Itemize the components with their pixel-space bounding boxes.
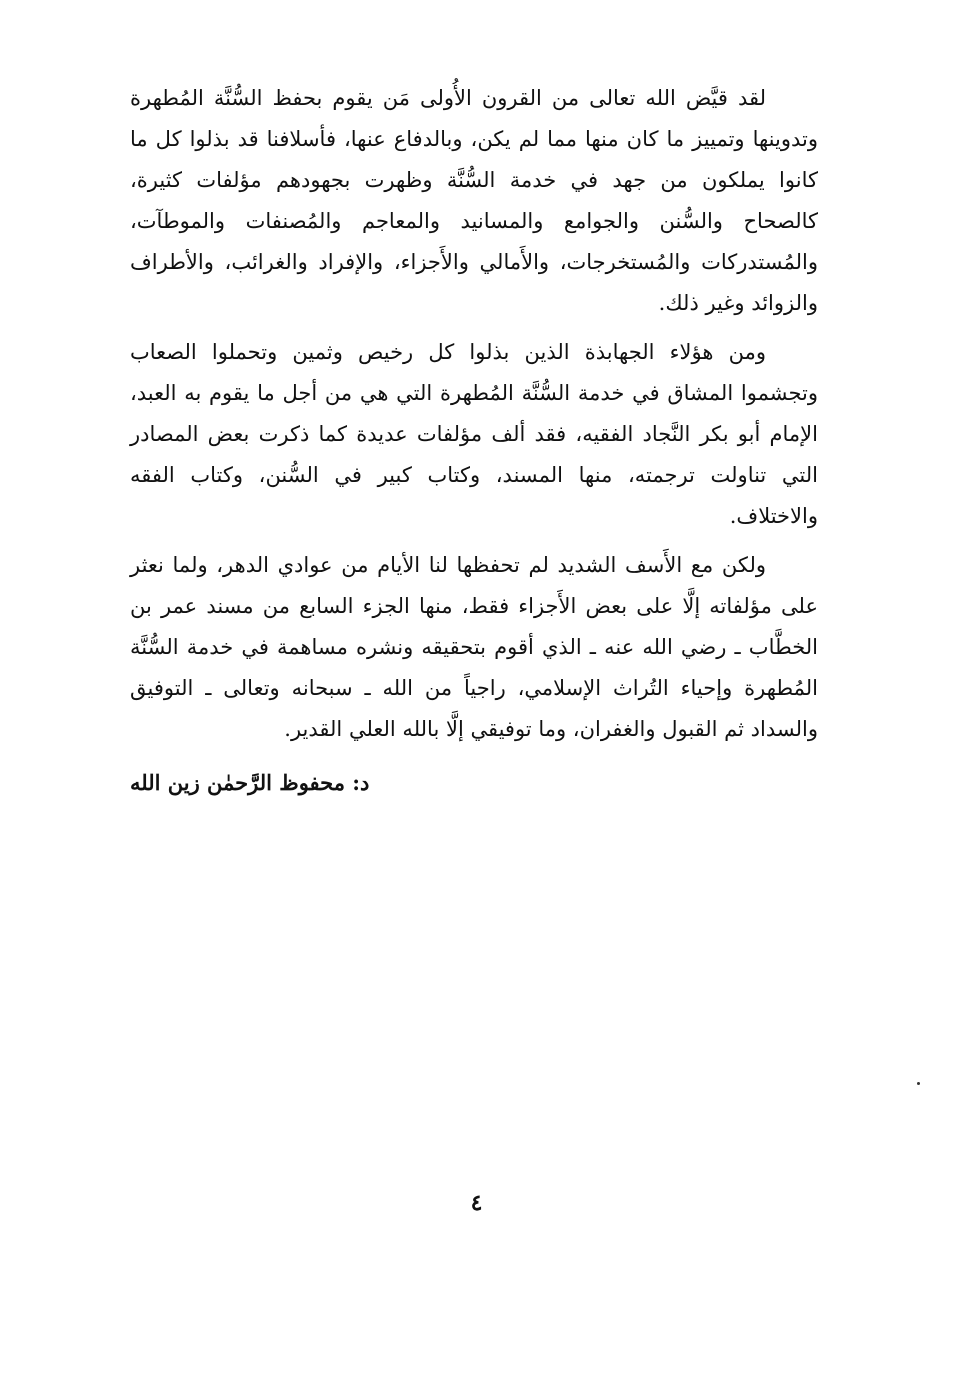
page-number: ٤	[470, 1190, 483, 1216]
paragraph-1: لقد قيَّض الله تعالى من القرون الأُولى مَن يقوم بحفظ السُّنَّة المُطهرة وتدوينها وتمييز ما كان منها مما لم يكن، وبالدفاع عنها، فأسلافنا قد بذلوا كل ما كانوا يملكون من جهد في خدمة السُّنَّة وظهرت بجهودهم مؤلفات كثيرة، كالصحاح والسُّنن والجوامع والمسانيد والمعاجم والمُصنفات والموطآت، والمُستدركات والمُستخرجات، والأَمالي والأَجزاء، والإفراد والغرائب، والأطراف والزوائد وغير ذلك.	[130, 86, 818, 315]
paragraph-3: ولكن مع الأَسف الشديد لم تحفظها لنا الأيام من عوادي الدهر، ولما نعثر على مؤلفاته إلَّا على بعض الأَجزاء فقط، منها الجزء السابع من مسند عمر بن الخطَّاب ـ رضي الله عنه ـ الذي أقوم بتحقيقه ونشره مساهمة في خدمة السُّنَّة المُطهرة وإحياء التُراث الإسلامي، راجياً من الله ـ سبحانه وتعالى ـ التوفيق والسداد ثم القبول والغفران، وما توفيقي إلَّا بالله العلي القدير.	[130, 553, 818, 741]
author-signature: د: محفوظ الرَّحمٰن زين الله	[130, 770, 370, 795]
paragraph-2: ومن هؤلاء الجهابذة الذين بذلوا كل رخيص وثمين وتحملوا الصعاب وتجشموا المشاق في خدمة السُّنَّة المُطهرة التي هي من أجل ما يقوم به العبد، الإمام أبو بكر النَّجاد الفقيه، فقد ألف مؤلفات عديدة كما ذكرت بعض المصادر التي تناولت ترجمته، منها المسند، وكتاب كبير في السُّنن، وكتاب الفقه والاختلاف.	[130, 340, 818, 528]
document-page	[130, 78, 818, 803]
scan-speck	[917, 1082, 920, 1085]
